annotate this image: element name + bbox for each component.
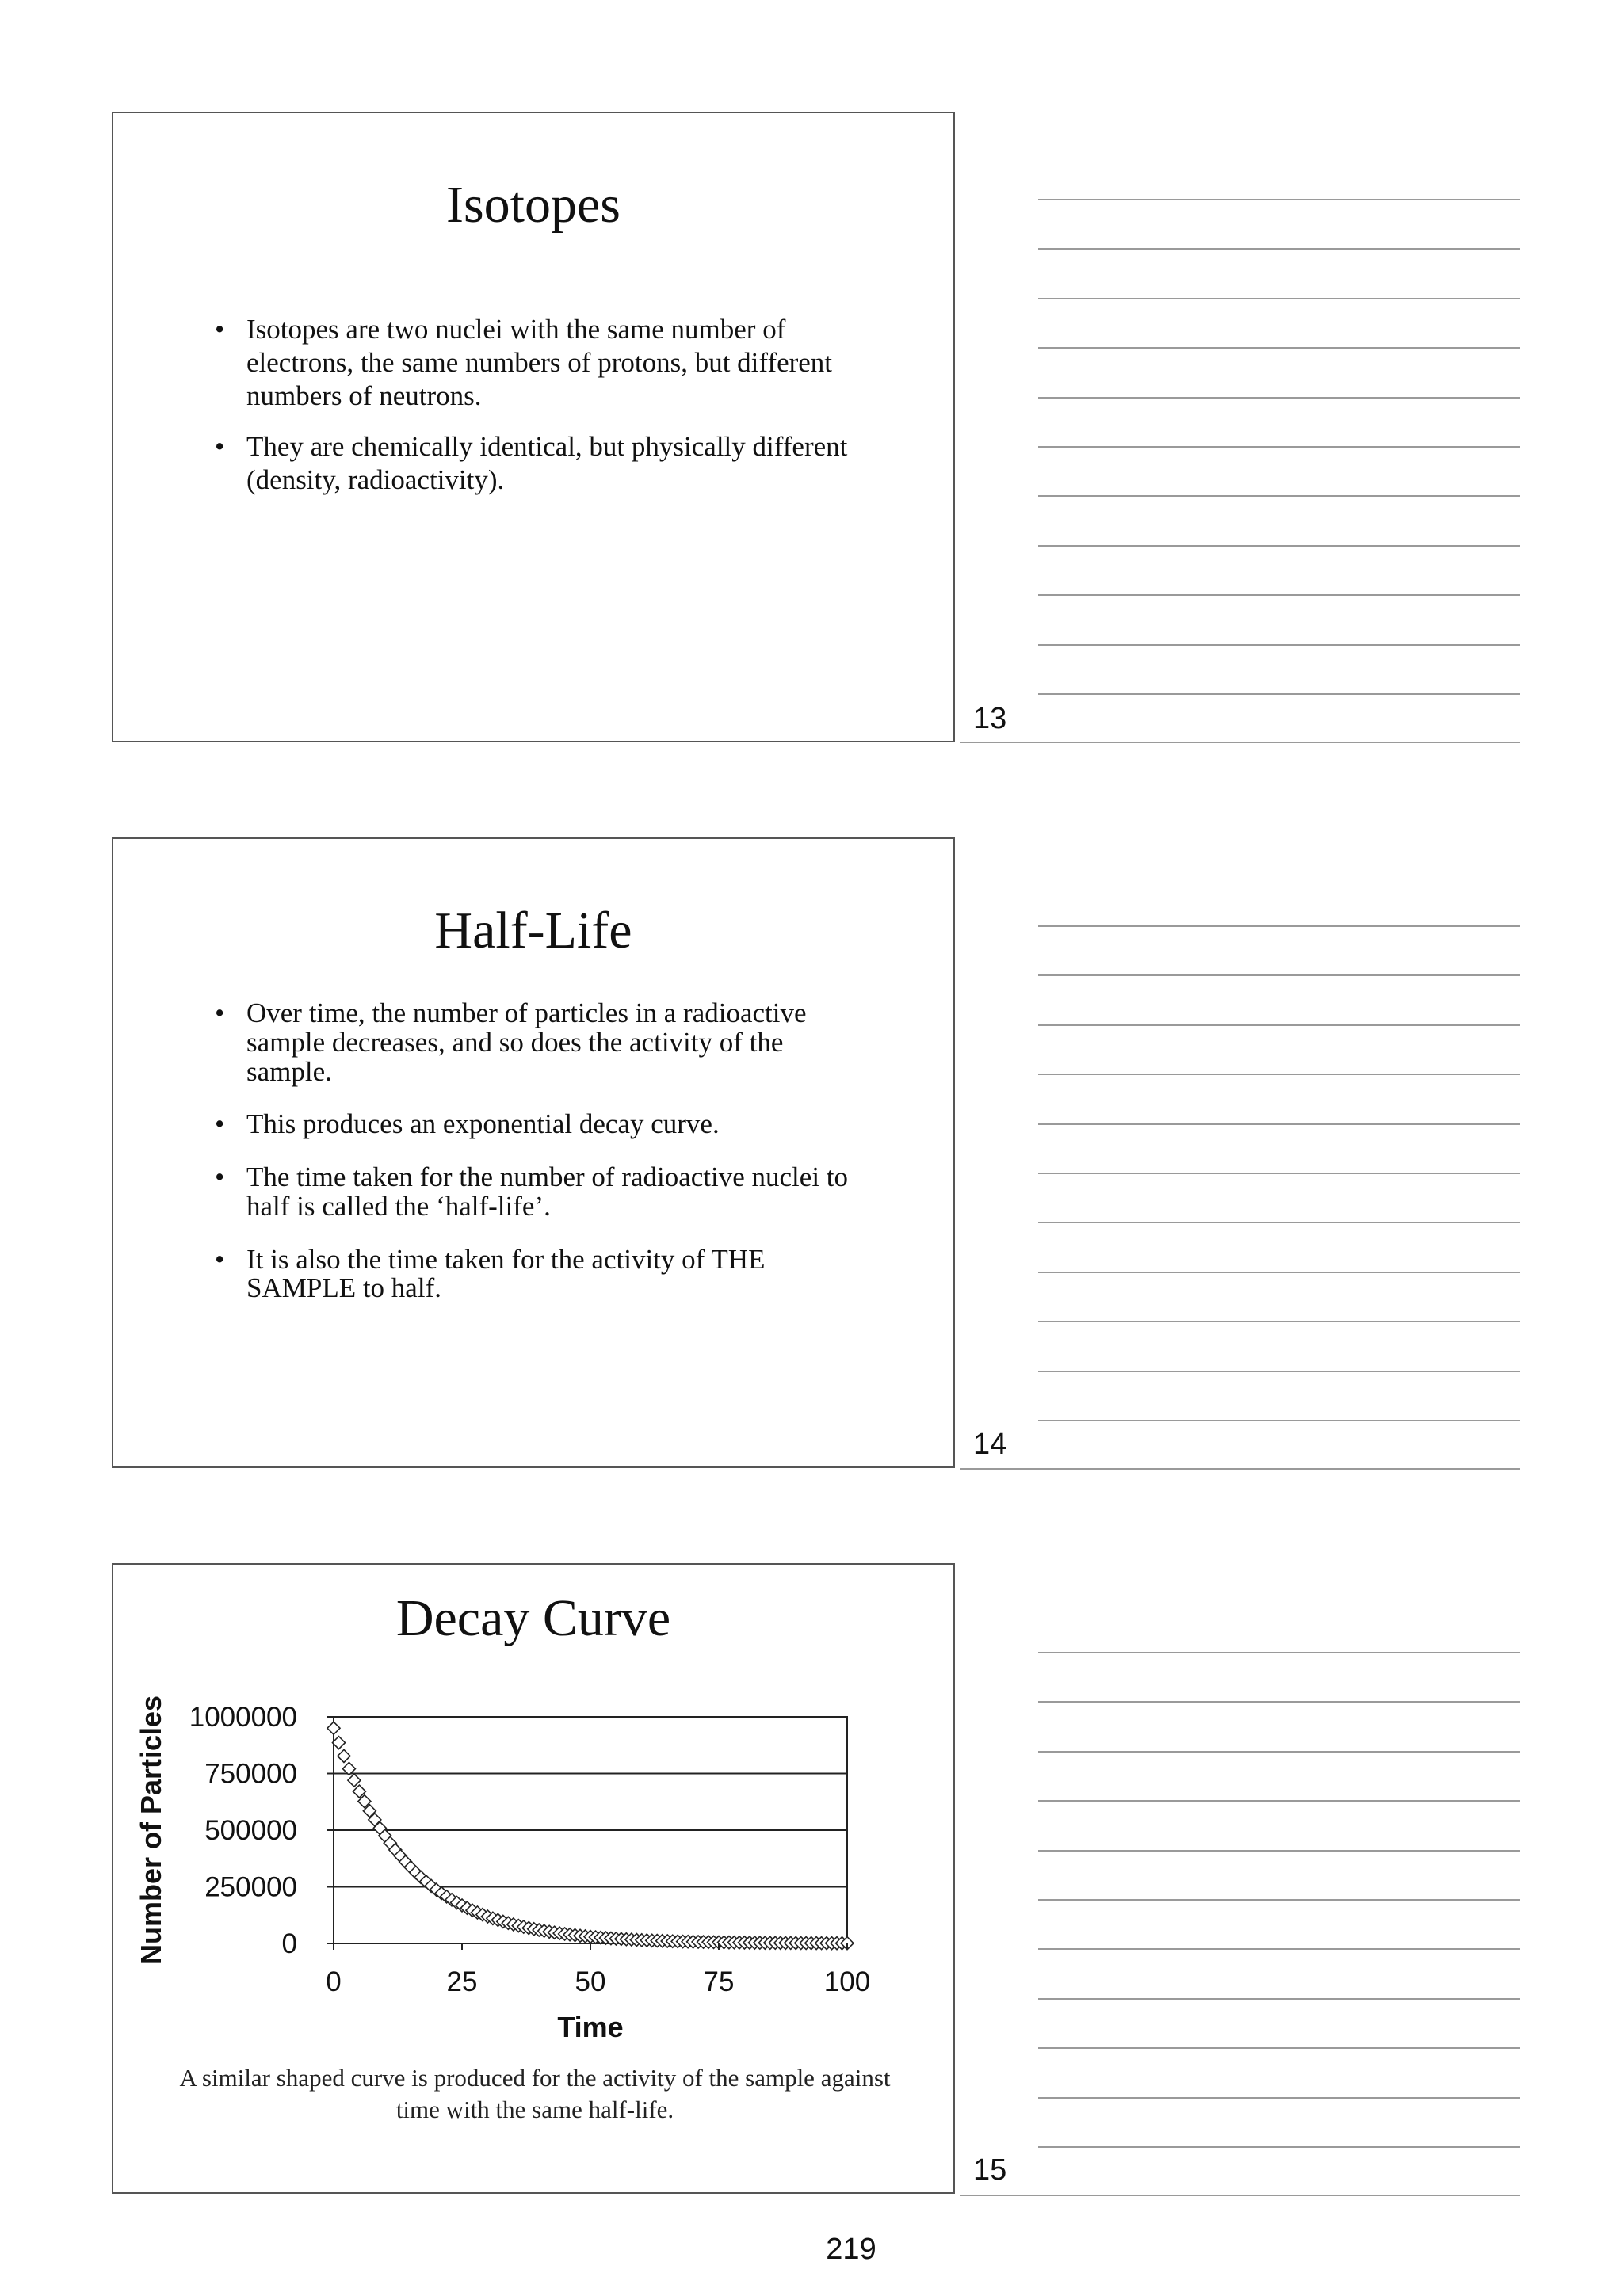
note-line (1038, 1074, 1520, 1075)
x-tick-label: 100 (823, 1966, 871, 1997)
note-line (1038, 1899, 1520, 1901)
note-line (1038, 545, 1520, 547)
note-line (1038, 1652, 1520, 1653)
note-line (1038, 1024, 1520, 1026)
note-line (1038, 925, 1520, 927)
slide-title: Isotopes (446, 176, 621, 234)
note-line (1038, 1751, 1520, 1753)
x-tick-labels (326, 1943, 870, 1997)
slide-decay-curve (112, 1563, 955, 2194)
slide-number: 14 (973, 1428, 1007, 1461)
note-line (1038, 594, 1520, 596)
data-point (348, 1774, 361, 1787)
slide-title: Half-Life (434, 902, 632, 959)
note-line (1038, 446, 1520, 448)
note-line (1038, 248, 1520, 250)
note-line (1038, 1701, 1520, 1703)
y-tick-label: 1000000 (189, 1702, 297, 1733)
x-tick-label: 25 (446, 1966, 478, 1997)
x-tick-label: 75 (703, 1966, 735, 1997)
note-baseline (960, 1468, 1520, 1470)
note-line (1038, 1420, 1520, 1421)
bullet-item: • It is also the time taken for the activity of THE SAMPLE to half. (215, 1245, 865, 1304)
bullet-item: • This produces an exponential decay curve. (215, 1110, 865, 1139)
note-line (1038, 1850, 1520, 1852)
data-point (327, 1722, 340, 1734)
note-line (1038, 298, 1520, 299)
note-line (1038, 1173, 1520, 1174)
data-point (338, 1749, 350, 1762)
note-line (1038, 495, 1520, 497)
note-baseline (960, 742, 1520, 743)
note-line (1038, 2097, 1520, 2099)
note-line (1038, 1222, 1520, 1223)
y-tick-label: 250000 (204, 1871, 297, 1903)
bullet-list (215, 999, 865, 1303)
y-axis-label: Number of Particles (135, 1695, 167, 1966)
slide-number: 13 (973, 702, 1007, 735)
note-baseline (960, 2195, 1520, 2196)
slide-number: 15 (973, 2153, 1007, 2187)
note-line (1038, 1948, 1520, 1950)
chart-gridlines (327, 1717, 847, 1943)
note-line (1038, 1998, 1520, 2000)
x-axis-label: Time (557, 2011, 624, 2043)
note-line (1038, 2047, 1520, 2049)
page-number: 219 (826, 2233, 876, 2266)
note-line (1038, 693, 1520, 695)
slide-isotopes (112, 112, 955, 742)
x-tick-label: 0 (326, 1966, 342, 1997)
note-line (1038, 1321, 1520, 1322)
y-tick-labels (189, 1702, 297, 1959)
slide-half-life (112, 837, 955, 1468)
note-line (1038, 2146, 1520, 2148)
y-tick-label: 500000 (204, 1815, 297, 1846)
slide-title: Decay Curve (395, 1589, 671, 1647)
note-line (1038, 1800, 1520, 1802)
bullet-item: • Isotopes are two nuclei with the same number of electrons, the same numbers of protons, but different numbers of neutrons. (215, 313, 865, 413)
note-line (1038, 1272, 1520, 1273)
note-line (1038, 397, 1520, 399)
bullet-item: • They are chemically identical, but physically different (density, radioactivity). (215, 430, 865, 497)
bullet-item: • Over time, the number of particles in a radioactive sample decreases, and so does the activity of the sample. (215, 999, 865, 1086)
note-line (1038, 199, 1520, 200)
note-line (1038, 1123, 1520, 1125)
chart-series (327, 1722, 854, 1949)
slide-caption: A similar shaped curve is produced for the activity of the sample against time with the same half-life. (179, 2064, 891, 2124)
y-tick-label: 0 (281, 1928, 297, 1959)
note-line (1038, 644, 1520, 646)
note-line (1038, 1371, 1520, 1372)
bullet-item: • The time taken for the number of radioactive nuclei to half is called the ‘half-life’. (215, 1163, 865, 1222)
note-line (1038, 974, 1520, 976)
x-tick-label: 50 (575, 1966, 606, 1997)
bullet-list (215, 313, 865, 497)
note-line (1038, 347, 1520, 349)
y-tick-label: 750000 (204, 1758, 297, 1790)
